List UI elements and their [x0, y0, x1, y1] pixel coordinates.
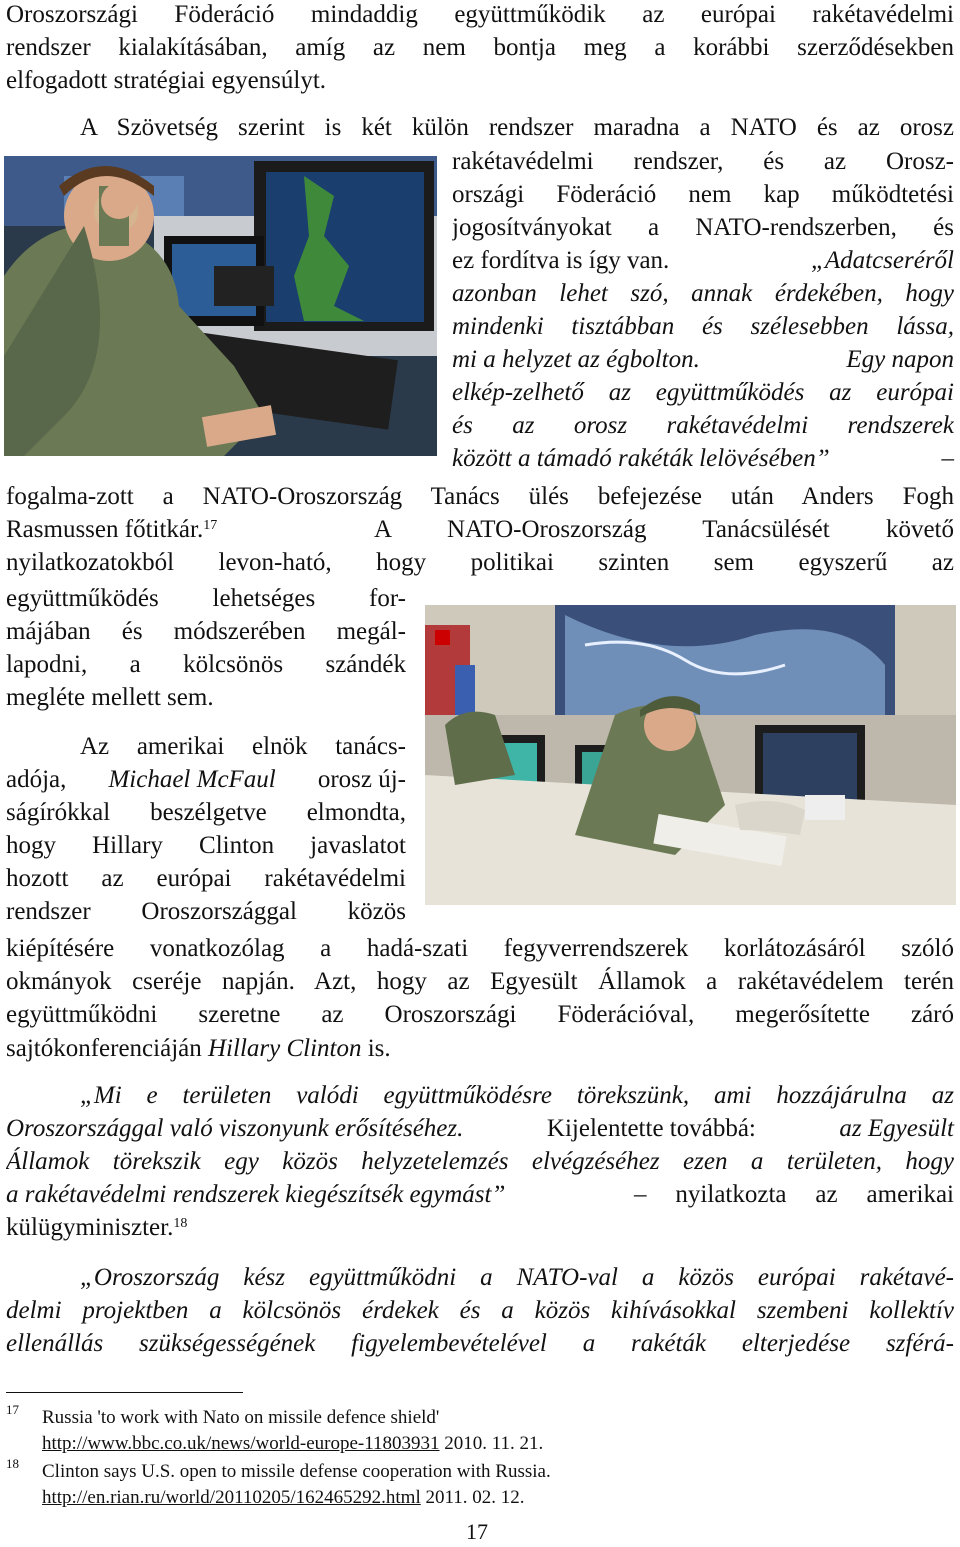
text-fragment: is. — [367, 1035, 391, 1062]
text-line: okmányok cseréje napján. Azt, hogy az Egyesült Államok a rakétavédelem terén — [6, 968, 954, 995]
quote-line: „Oroszország kész együttműködni a NATO-val a közös európai rakétavé- — [80, 1264, 954, 1291]
photo-control-room-image — [425, 605, 956, 905]
text-fragment: ez fordítva is így van. — [452, 247, 670, 274]
photo-soldiers-image — [4, 156, 437, 456]
text-fragment: Rasmussen főtitkár. — [6, 516, 204, 543]
text-fragment: – — [941, 445, 954, 472]
text-line — [6, 1213, 187, 1245]
text-line: hogy Hillary Clinton javaslatot — [6, 832, 406, 859]
italic-fragment: „Adatcseréről — [810, 247, 954, 274]
footnote-title: Clinton says U.S. open to missile defense cooperation with Russia. — [42, 1461, 551, 1482]
quote-fragment: az Egyesült — [839, 1115, 954, 1142]
text-fragment: sajtókonferenciáján — [6, 1035, 202, 1062]
text-fragment: külügyminiszter. — [6, 1214, 174, 1241]
text-fragment: Kijelentette továbbá: — [546, 1115, 756, 1142]
text-fragment: orosz új- — [317, 766, 406, 793]
text-line: fogalma-zott a NATO-Oroszország Tanács ülés befejezése után Anders Fogh — [6, 483, 954, 510]
italic-fragment: mi a helyzet az égbolton. — [452, 346, 700, 373]
text-fragment — [6, 515, 217, 547]
footnote-ref-18[interactable]: 18 — [173, 1216, 188, 1231]
text-line — [6, 1034, 391, 1066]
footnote-link[interactable]: http://www.bbc.co.uk/news/world-europe-11803931 — [42, 1433, 440, 1454]
text-line: kiépítésére vonatkozólag a hadá-szati fegyverrendszerek korlátozásáról szóló — [6, 935, 954, 962]
footnote-date: 2011. 02. 12. — [425, 1487, 525, 1508]
footnote-ref-17[interactable]: 17 — [203, 518, 218, 533]
text-line: országi Föderáció nem kap működtetési — [452, 181, 954, 208]
footnote-link[interactable]: http://en.rian.ru/world/20110205/162465292.html — [42, 1487, 421, 1508]
quote-line: delmi projektben a kölcsönös érdekek és a közös kihívásokkal szembeni kollektív — [6, 1297, 954, 1324]
footnote-title: Russia 'to work with Nato on missile defence shield' — [42, 1407, 440, 1428]
text-line: megléte mellett sem. — [6, 684, 214, 711]
text-line: hozott az európai rakétavédelmi — [6, 865, 406, 892]
text-line: jogosítványokat a NATO-rendszerben, és — [452, 214, 954, 241]
quote-fragment: Oroszországgal való viszonyunk erősítéséhez. — [6, 1115, 464, 1142]
text-fragment: – nyilatkozta az amerikai — [634, 1181, 954, 1208]
text-line — [6, 1114, 954, 1146]
italic-fragment: között a támadó rakéták lelövésében” — [452, 445, 830, 472]
footnote-number: 17 — [6, 1402, 19, 1417]
text-line — [452, 345, 954, 377]
photo-soldiers-at-monitors — [4, 156, 437, 456]
footnote-separator — [6, 1392, 243, 1393]
text-line: nyilatkozatokból levon-ható, hogy politikai szinten sem egyszerű az — [6, 549, 954, 576]
text-line — [452, 246, 954, 278]
text-fragment: A NATO-Oroszország Tanácsülését követő — [374, 516, 954, 543]
text-line — [452, 444, 954, 476]
quote-fragment: a rakétavédelmi rendszerek kiegészítsék egymást” — [6, 1181, 506, 1208]
text-line — [6, 515, 954, 547]
text-line: lapodni, a kölcsönös szándék — [6, 651, 406, 678]
italic-line: és az orosz rakétavédelmi rendszerek — [452, 412, 954, 439]
person-name: Hillary Clinton — [208, 1035, 362, 1062]
text-line: rendszer kialakításában, amíg az nem bontja meg a korábbi szerződésekben — [6, 34, 954, 61]
text-line: Oroszországi Föderáció mindaddig együttműködik az európai rakétavédelmi — [6, 1, 954, 28]
italic-line: azonban lehet szó, annak érdekében, hogy — [452, 280, 954, 307]
italic-line: elkép-zelhető az együttműködés az európai — [452, 379, 954, 406]
text-line — [6, 1180, 954, 1212]
text-line: májában és módszerében megál- — [6, 618, 406, 645]
footnote-source — [42, 1486, 525, 1510]
quote-line: Államok törekszik egy közös helyzetelemzés elvégzéséhez ezen a területen, hogy — [6, 1148, 954, 1175]
text-line: rakétavédelmi rendszer, és az Orosz- — [452, 148, 954, 175]
photo-control-room — [425, 605, 956, 905]
text-line: elfogadott stratégiai egyensúlyt. — [6, 67, 327, 94]
text-line: rendszer Oroszországgal közös — [6, 898, 406, 925]
text-line: A Szövetség szerint is két külön rendszer maradna a NATO és az orosz — [80, 114, 954, 141]
person-name: Michael McFaul — [108, 766, 276, 793]
text-fragment: adója, — [6, 766, 67, 793]
text-line — [6, 765, 406, 797]
text-line: Az amerikai elnök tanács- — [80, 733, 406, 760]
text-line: együttműködni szeretne az Oroszországi Föderációval, megerősítette záró — [6, 1001, 954, 1028]
italic-line: mindenki tisztábban és szélesebben lássa, — [452, 313, 954, 340]
text-line: ságírókkal beszélgetve elmondta, — [6, 799, 406, 826]
footnote-source — [42, 1432, 543, 1456]
quote-line: „Mi e területen valódi együttműködésre törekszünk, ami hozzájárulna az — [80, 1082, 954, 1109]
quote-line: ellenállás szükségességének figyelembevételével a rakéták elterjedése szférá- — [6, 1330, 954, 1357]
footnote-number: 18 — [6, 1456, 19, 1471]
italic-fragment: Egy napon — [846, 346, 954, 373]
text-line: együttműködés lehetséges for- — [6, 585, 406, 612]
page-number: 17 — [466, 1519, 488, 1544]
footnote-date: 2010. 11. 21. — [444, 1433, 544, 1454]
